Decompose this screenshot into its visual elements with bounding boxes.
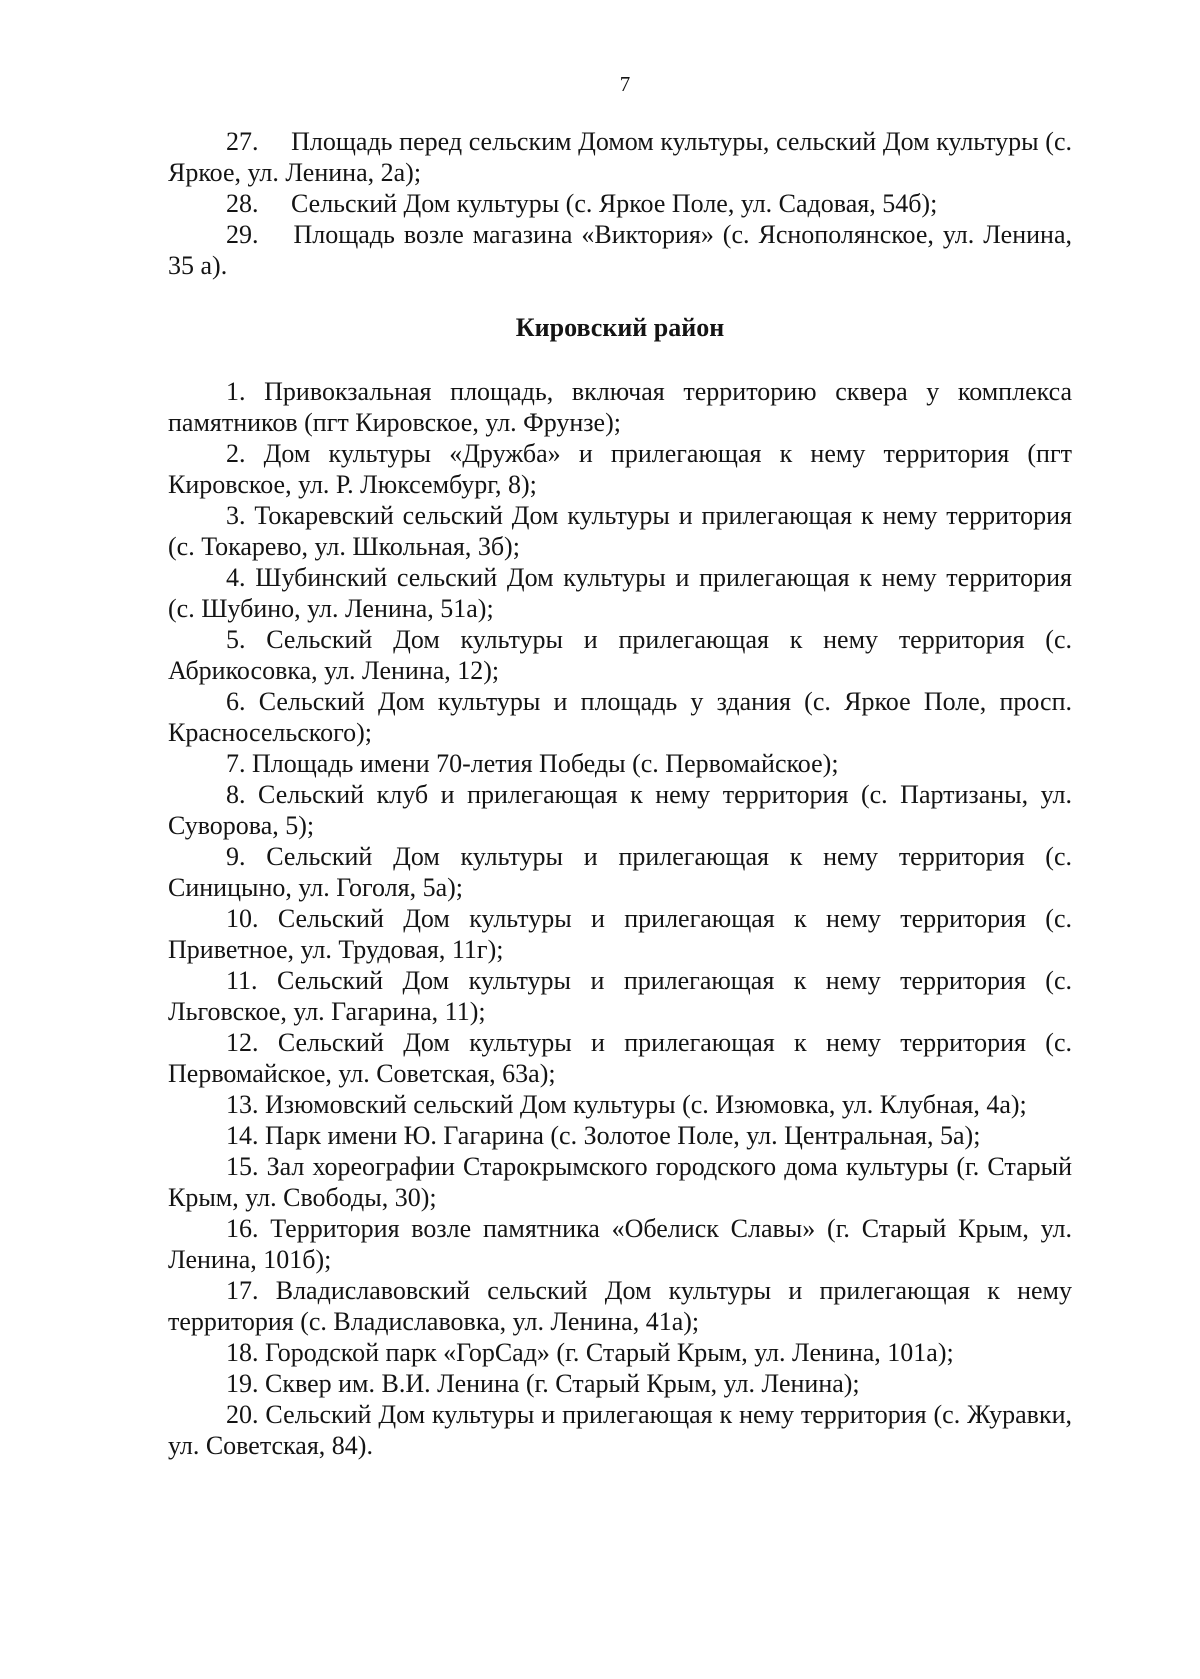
list-item: 2. Дом культуры «Дружба» и прилегающая к нему территория (пгт Кировское, ул. Р. Люксембург, 8); — [168, 439, 1072, 499]
list-item: 11. Сельский Дом культуры и прилегающая к нему территория (с. Льговское, ул. Гагарина, 11); — [168, 966, 1072, 1026]
list-item: 15. Зал хореографии Старокрымского городского дома культуры (г. Старый Крым, ул. Свободы, 30); — [168, 1152, 1072, 1212]
list-item: 5. Сельский Дом культуры и прилегающая к нему территория (с. Абрикосовка, ул. Ленина, 12); — [168, 625, 1072, 685]
list-item: 8. Сельский клуб и прилегающая к нему территория (с. Партизаны, ул. Суворова, 5); — [168, 780, 1072, 840]
list-item: 28. Сельский Дом культуры (с. Яркое Поле, ул. Садовая, 54б); — [226, 189, 938, 218]
section-heading: Кировский район — [515, 313, 725, 342]
list-item: 4. Шубинский сельский Дом культуры и прилегающая к нему территория (с. Шубино, ул. Ленина, 51а); — [168, 563, 1072, 623]
list-item: 27. Площадь перед сельским Домом культуры, сельский Дом культуры (с. Яркое, ул. Ленина, 2а); — [168, 127, 1072, 187]
list-item: 1. Привокзальная площадь, включая территорию сквера у комплекса памятников (пгт Кировское, ул. Фрунзе); — [168, 377, 1072, 437]
list-item: 29. Площадь возле магазина «Виктория» (с. Яснополянское, ул. Ленина, 35 а). — [168, 220, 1072, 280]
list-item: 9. Сельский Дом культуры и прилегающая к нему территория (с. Синицыно, ул. Гоголя, 5а); — [168, 842, 1072, 902]
list-item: 19. Сквер им. В.И. Ленина (г. Старый Крым, ул. Ленина); — [226, 1369, 860, 1398]
continued-list — [168, 126, 1072, 281]
list-item: 6. Сельский Дом культуры и площадь у здания (с. Яркое Поле, просп. Красносельского); — [168, 687, 1072, 747]
list-item: 7. Площадь имени 70-летия Победы (с. Первомайское); — [226, 749, 839, 778]
list-item: 3. Токаревский сельский Дом культуры и прилегающая к нему территория (с. Токарево, ул. Школьная, 3б); — [168, 501, 1072, 561]
list-item: 16. Территория возле памятника «Обелиск Славы» (г. Старый Крым, ул. Ленина, 101б); — [168, 1214, 1072, 1274]
list-item: 10. Сельский Дом культуры и прилегающая к нему территория (с. Приветное, ул. Трудовая, 11г); — [168, 904, 1072, 964]
list-item: 14. Парк имени Ю. Гагарина (с. Золотое Поле, ул. Центральная, 5а); — [226, 1121, 981, 1150]
list-item: 18. Городской парк «ГорСад» (г. Старый Крым, ул. Ленина, 101а); — [226, 1338, 954, 1367]
kirov-district-list — [168, 376, 1072, 1461]
list-item: 13. Изюмовский сельский Дом культуры (с. Изюмовка, ул. Клубная, 4а); — [226, 1090, 1027, 1119]
list-item: 20. Сельский Дом культуры и прилегающая к нему территория (с. Журавки, ул. Советская, 84). — [168, 1400, 1072, 1460]
page-number: 7 — [619, 72, 631, 96]
list-item: 17. Владиславовский сельский Дом культуры и прилегающая к нему территория (с. Владиславовка, ул. Ленина, 41а); — [168, 1276, 1072, 1336]
list-item: 12. Сельский Дом культуры и прилегающая к нему территория (с. Первомайское, ул. Советская, 63а); — [168, 1028, 1072, 1088]
